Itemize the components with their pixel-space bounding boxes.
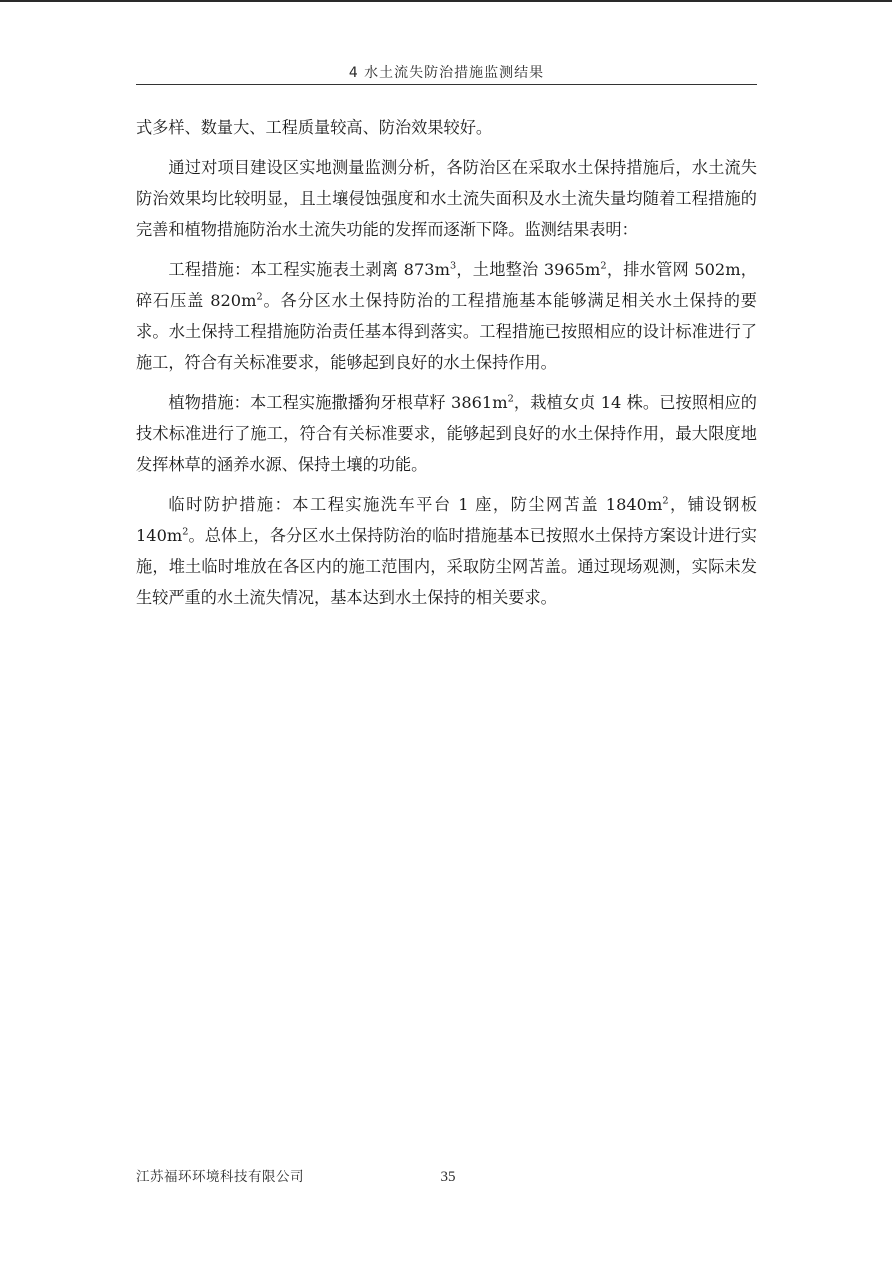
running-header: 4 水土流失防治措施监测结果 xyxy=(348,65,545,81)
paragraph-monitoring-analysis: 通过对项目建设区实地测量监测分析，各防治区在采取水土保持措施后，水土流失防治效果均比较明显，且土壤侵蚀强度和水土流失面积及水土流失量均随着工程措施的完善和植物措施防治水土流失功能的发挥而逐渐下降。监测结果表明： xyxy=(136,158,757,239)
superscript-square: 2 xyxy=(507,393,514,405)
superscript-square: 2 xyxy=(256,291,263,303)
engineering-text-a: 工程措施：本工程实施表土剥离 873m xyxy=(168,260,450,279)
engineering-text-b: ，土地整治 3965m xyxy=(456,260,601,279)
page-top-border xyxy=(0,0,892,2)
engineering-text-c: ，排水管网 502m，碎石压盖 820m xyxy=(136,260,757,310)
engineering-text-d: 。各分区水土保持防治的工程措施基本能够满足相关水土保持的要求。水土保持工程措施防治责任基本得到落实。工程措施已按照相应的设计标准进行了施工，符合有关标准要求，能够起到良好的水土保持作用。 xyxy=(136,291,757,372)
temporary-text-c: 。总体上，各分区水土保持防治的临时措施基本已按照水土保持方案设计进行实施，堆土临时堆放在各区内的施工范围内，采取防尘网苫盖。通过现场观测，实际未发生较严重的水土流失情况，基本达到水土保持的相关要求。 xyxy=(136,526,757,607)
superscript-square: 2 xyxy=(600,260,607,272)
superscript-square: 2 xyxy=(662,495,669,507)
temporary-text-a: 临时防护措施：本工程实施洗车平台 1 座，防尘网苫盖 1840m xyxy=(168,495,663,514)
superscript-cubic: 3 xyxy=(449,260,457,272)
vegetation-text-b: ，栽植女贞 14 株。已按照相应的技术标准进行了施工，符合有关标准要求，能够起到良好的水土保持作用，最大限度地发挥林草的涵养水源、保持土壤的功能。 xyxy=(136,393,757,474)
header-divider xyxy=(136,84,757,85)
page-body xyxy=(136,112,757,622)
paragraph-continuation: 式多样、数量大、工程质量较高、防治效果较好。 xyxy=(136,118,493,137)
temporary-text-b: ，铺设钢板 140m xyxy=(136,495,758,545)
footer-page-number: 35 xyxy=(440,1169,456,1185)
paragraph-temporary-measures xyxy=(136,489,757,613)
paragraph-engineering-measures xyxy=(136,254,757,378)
vegetation-text-a: 植物措施：本工程实施撒播狗牙根草籽 3861m xyxy=(168,393,508,412)
paragraph-vegetation-measures xyxy=(136,387,757,480)
superscript-square: 2 xyxy=(182,526,189,538)
footer-company-name: 江苏福环环境科技有限公司 xyxy=(136,1169,304,1185)
